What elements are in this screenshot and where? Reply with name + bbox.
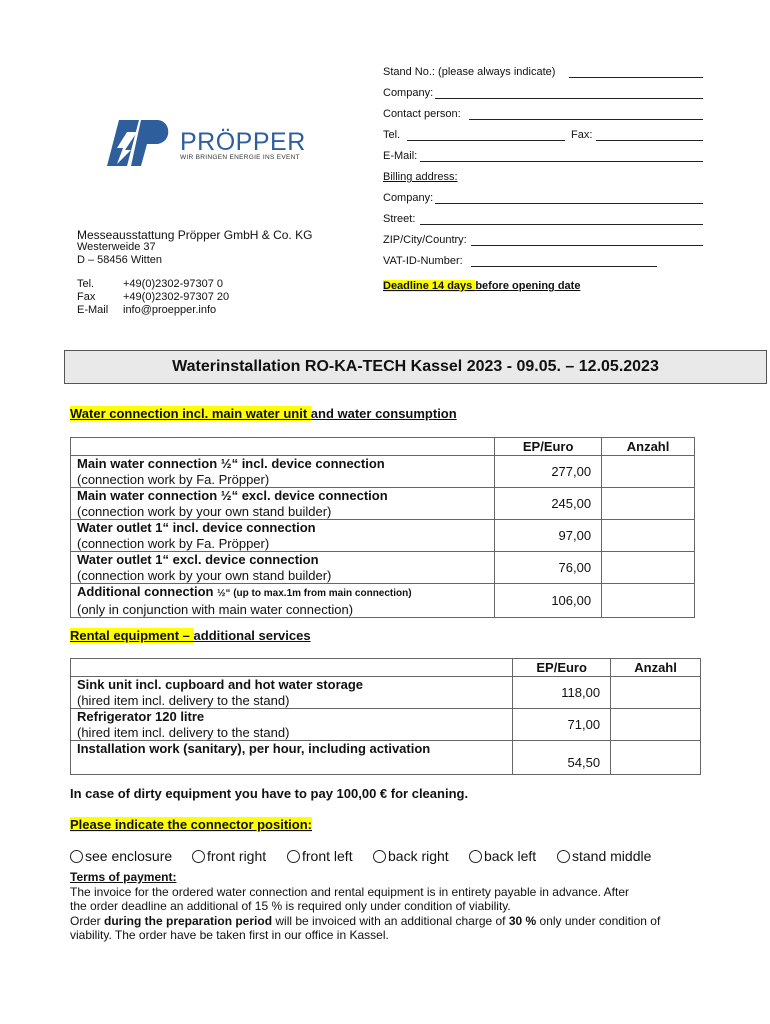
contact-person-label: Contact person: — [383, 108, 461, 120]
rental-equipment-table — [70, 658, 701, 775]
company-label: Company: — [383, 87, 434, 99]
item-description: Additional connection ½“ (up to max.1m from main connection) (only in conjunction with main water connection) — [71, 584, 495, 618]
company-street: Westerweide 37 — [77, 241, 156, 253]
terms-heading: Terms of payment: — [70, 870, 177, 884]
item-description: Main water connection ½“ excl. device connection (connection work by your own stand builder) — [71, 488, 495, 520]
radio-circle-icon[interactable] — [287, 850, 300, 863]
item-price: 277,00 — [495, 456, 602, 488]
connector-heading: Please indicate the connector position: — [70, 817, 312, 832]
radio-circle-icon[interactable] — [70, 850, 83, 863]
tel-label: Tel. — [383, 129, 401, 141]
fax-label: Fax: — [571, 129, 593, 141]
terms-line-4: viability. The order have be taken first in our office in Kassel. — [70, 928, 389, 942]
terms-line-3: Order during the preparation period will be invoiced with an additional charge of 30 % only under condition of — [70, 913, 661, 928]
radio-back-right[interactable]: back right — [373, 848, 449, 864]
item-description: Main water connection ½“ incl. device connection (connection work by Fa. Pröpper) — [71, 456, 495, 488]
company-city: D – 58456 Witten — [77, 254, 162, 266]
street-field[interactable] — [383, 213, 415, 225]
item-description: Refrigerator 120 litre (hired item incl. delivery to the stand) — [71, 709, 513, 741]
billing-company-field[interactable] — [383, 192, 433, 204]
company-email: E-Mail info@proepper.info — [77, 304, 217, 316]
rental-equipment-heading: Rental equipment – additional services — [70, 628, 311, 643]
item-price: 97,00 — [495, 520, 602, 552]
table-header-row — [71, 438, 695, 456]
email-label: E-Mail: — [383, 150, 418, 162]
stand-no-label: Stand No.: (please always indicate) — [383, 66, 556, 78]
table-row — [71, 677, 701, 709]
radio-circle-icon[interactable] — [373, 850, 386, 863]
table-row — [71, 520, 695, 552]
deadline-notice: Deadline 14 days before opening date — [383, 280, 581, 292]
stand-no-field[interactable] — [383, 66, 555, 78]
item-description: Water outlet 1“ incl. device connection (connection work by Fa. Pröpper) — [71, 520, 495, 552]
header-qty: Anzahl — [602, 438, 695, 456]
zip-city-field[interactable] — [383, 234, 467, 246]
vat-field[interactable] — [383, 255, 463, 267]
page-title: Waterinstallation RO-KA-TECH Kassel 2023 - 09.05. – 12.05.2023 — [64, 350, 767, 384]
table-row — [71, 709, 701, 741]
item-price: 76,00 — [495, 552, 602, 584]
radio-front-left[interactable]: front left — [287, 848, 353, 864]
radio-circle-icon[interactable] — [192, 850, 205, 863]
table-row — [71, 552, 695, 584]
company-field[interactable] — [383, 87, 433, 99]
radio-front-right[interactable]: front right — [192, 848, 266, 864]
table-row — [71, 456, 695, 488]
item-price: 71,00 — [513, 709, 611, 741]
cleaning-note: In case of dirty equipment you have to pay 100,00 € for cleaning. — [70, 786, 469, 801]
header-blank — [71, 659, 513, 677]
company-tel: Tel. +49(0)2302-97307 0 — [77, 278, 223, 290]
radio-see-enclosure[interactable]: see enclosure — [70, 848, 172, 864]
email-field[interactable] — [383, 150, 417, 162]
header-qty: Anzahl — [611, 659, 701, 677]
logo-mark-icon — [107, 118, 177, 168]
logo-name: PRÖPPER — [180, 128, 306, 156]
header-price: EP/Euro — [513, 659, 611, 677]
qty-input[interactable] — [602, 456, 695, 488]
contact-person-field[interactable] — [383, 108, 461, 120]
item-description: Water outlet 1“ excl. device connection (connection work by your own stand builder) — [71, 552, 495, 584]
water-connection-heading: Water connection incl. main water unit and water consumption — [70, 406, 457, 421]
street-label: Street: — [383, 213, 416, 225]
item-description: Sink unit incl. cupboard and hot water storage (hired item incl. delivery to the stand) — [71, 677, 513, 709]
qty-input[interactable] — [611, 677, 701, 709]
qty-input[interactable] — [602, 488, 695, 520]
item-description: Installation work (sanitary), per hour, including activation — [71, 741, 513, 775]
item-price: 245,00 — [495, 488, 602, 520]
table-row — [71, 584, 695, 618]
company-fax: Fax +49(0)2302-97307 20 — [77, 291, 230, 303]
qty-input[interactable] — [611, 709, 701, 741]
terms-line-2: the order deadline an additional of 15 % is required only under condition of viability. — [70, 899, 511, 913]
qty-input[interactable] — [602, 584, 695, 618]
radio-circle-icon[interactable] — [469, 850, 482, 863]
terms-line-1: The invoice for the ordered water connection and rental equipment is in entirety payable in advance. After — [70, 884, 630, 899]
logo-tagline: WIR BRINGEN ENERGIE INS EVENT — [180, 154, 300, 161]
proepper-logo — [107, 118, 317, 168]
tel-field[interactable] — [383, 129, 400, 141]
billing-address-heading: Billing address: — [383, 171, 458, 183]
fax-field[interactable] — [571, 129, 592, 141]
billing-company-label: Company: — [383, 192, 434, 204]
zip-city-label: ZIP/City/Country: — [383, 234, 467, 246]
header-price: EP/Euro — [495, 438, 602, 456]
company-name: Messeausstattung Pröpper GmbH & Co. KG — [77, 228, 313, 242]
header-blank — [71, 438, 495, 456]
table-row — [71, 488, 695, 520]
item-price: 54,50 — [513, 741, 611, 775]
terms-of-payment — [70, 870, 730, 943]
qty-input[interactable] — [602, 552, 695, 584]
radio-back-left[interactable]: back left — [469, 848, 536, 864]
qty-input[interactable] — [602, 520, 695, 552]
item-price: 118,00 — [513, 677, 611, 709]
water-connection-table — [70, 437, 695, 618]
table-header-row — [71, 659, 701, 677]
item-price: 106,00 — [495, 584, 602, 618]
qty-input[interactable] — [611, 741, 701, 775]
radio-stand-middle[interactable]: stand middle — [557, 848, 651, 864]
vat-label: VAT-ID-Number: — [383, 255, 463, 267]
table-row — [71, 741, 701, 775]
radio-circle-icon[interactable] — [557, 850, 570, 863]
